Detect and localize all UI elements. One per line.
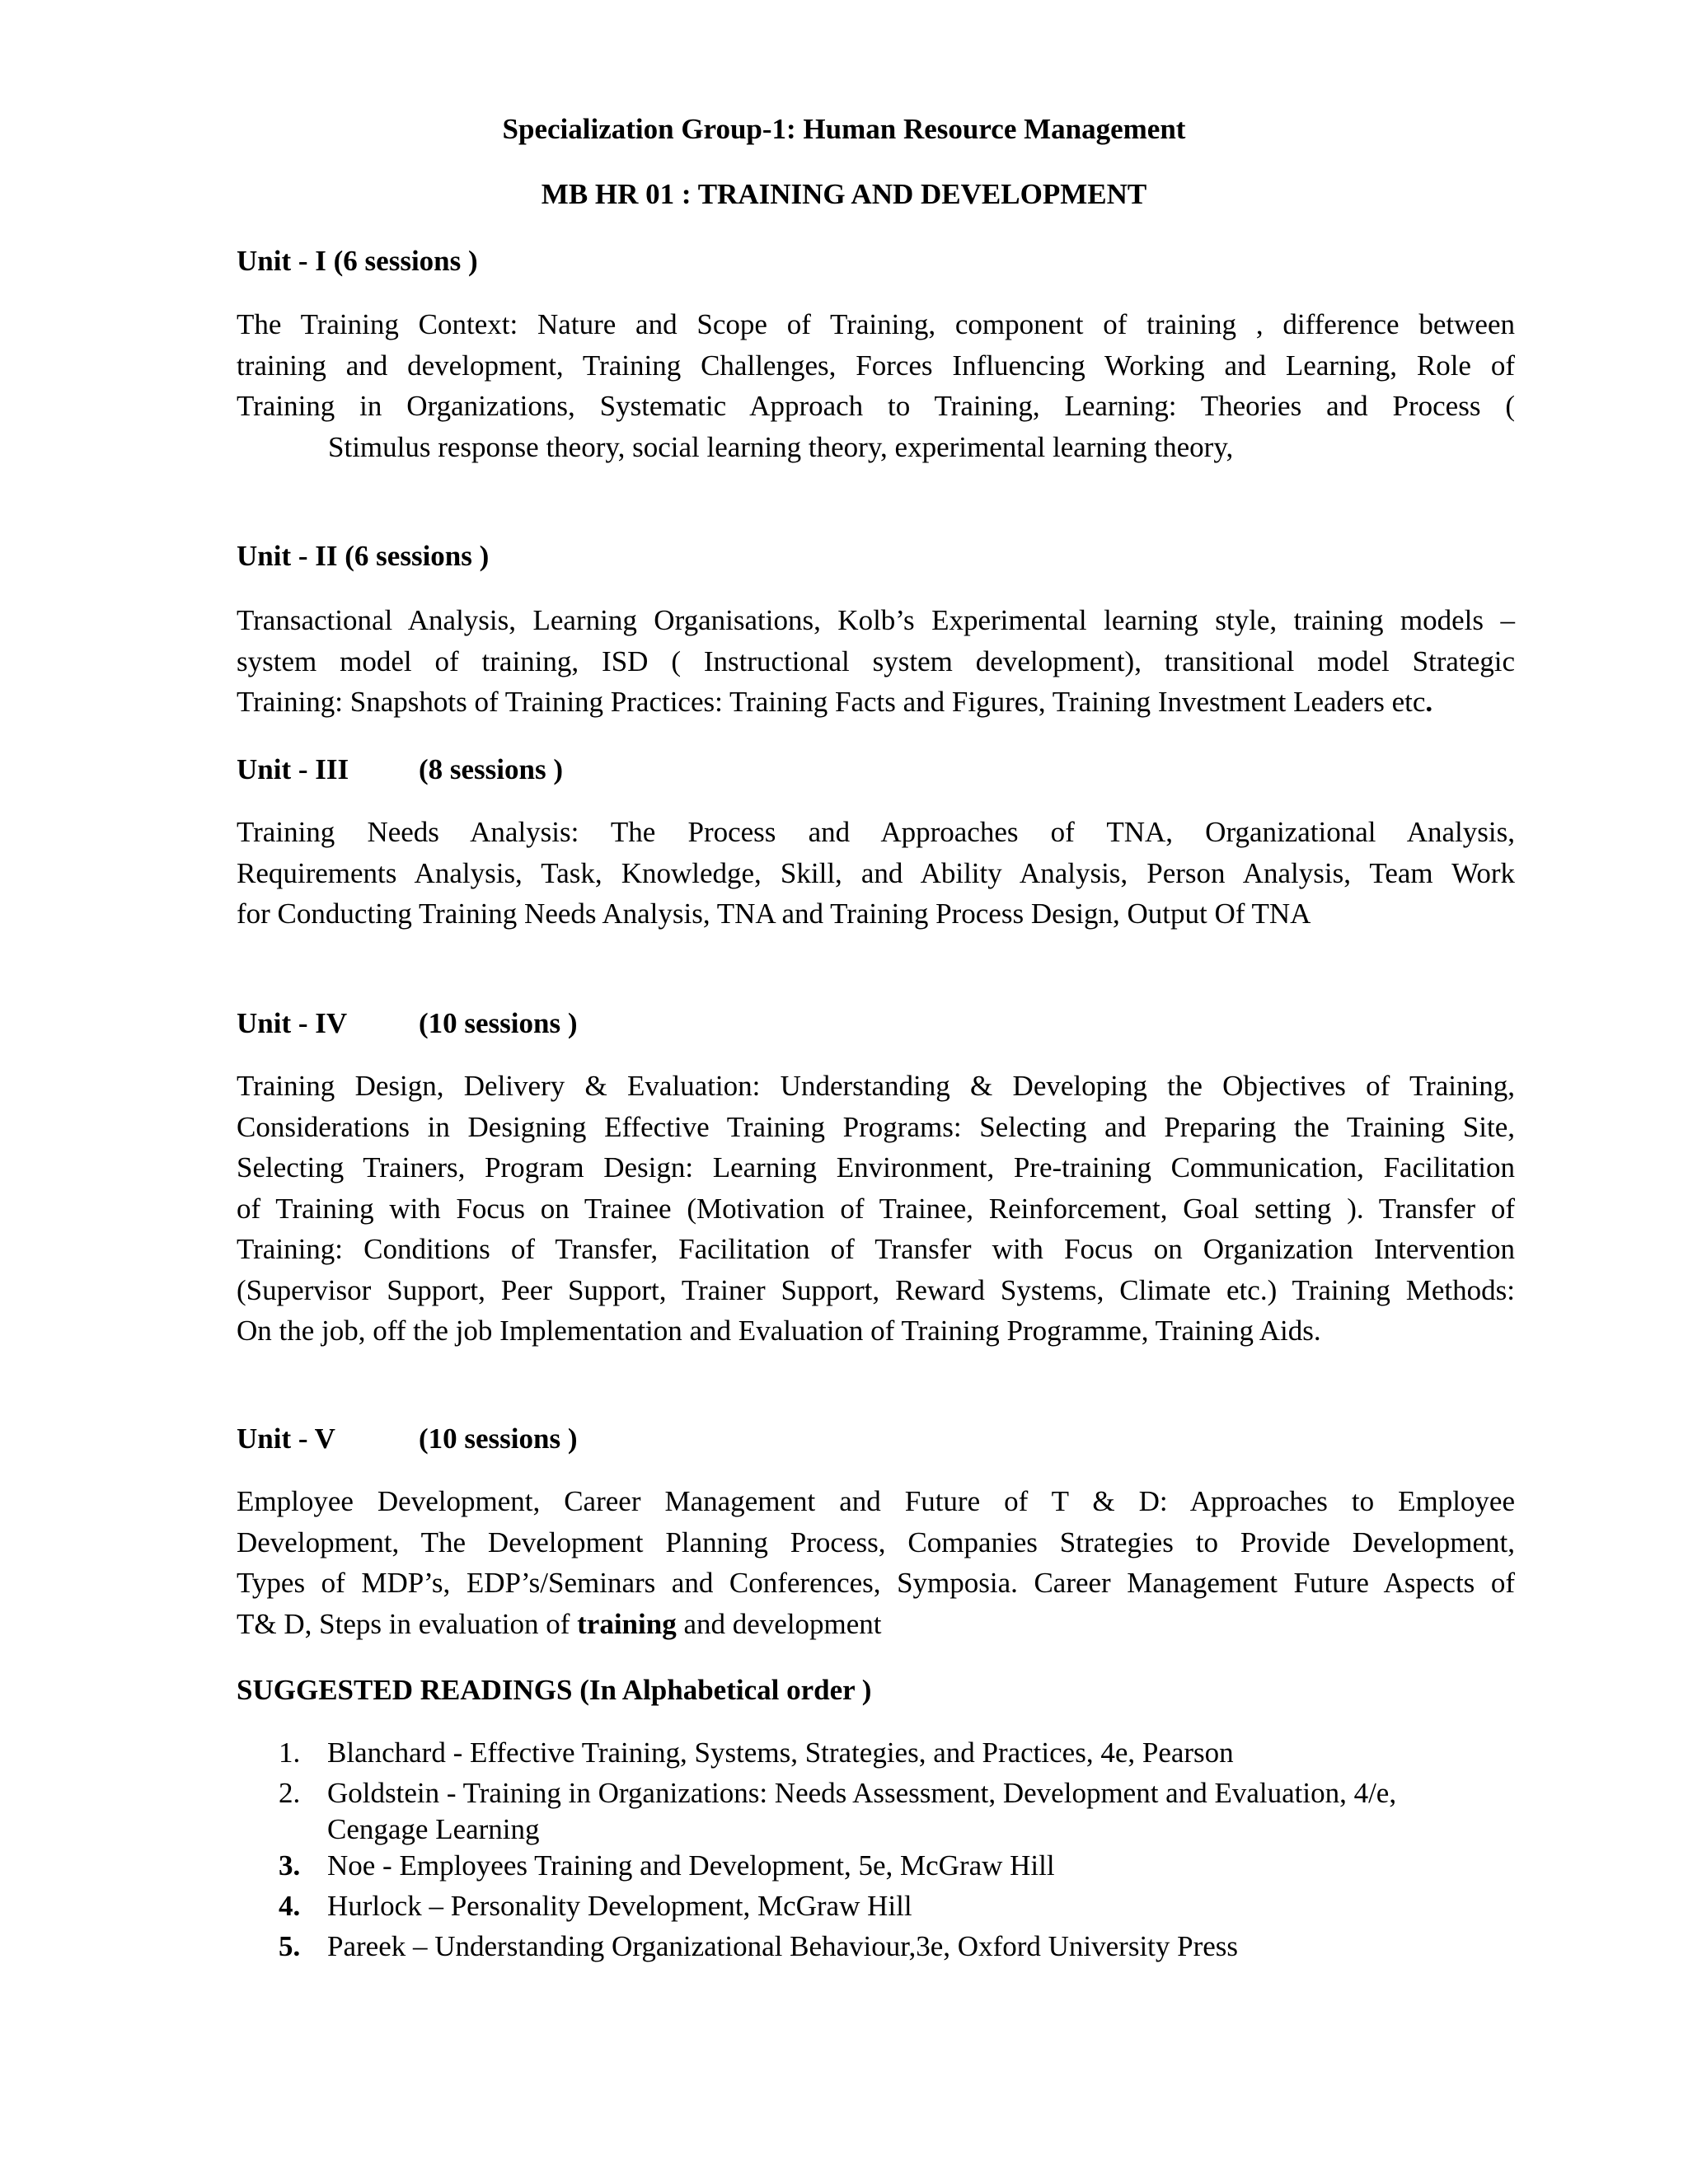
unit-1-line: Stimulus response theory, social learning theory, experimental learning theory,: [328, 430, 1234, 463]
course-title: MB HR 01 : TRAINING AND DEVELOPMENT: [541, 178, 1147, 210]
unit-5-heading: [237, 1422, 1515, 1455]
unit-4-label: Unit - IV: [237, 1007, 348, 1039]
reading-item: [279, 1735, 1531, 1771]
unit-4-line: of Training with Focus on Trainee (Motivation of Trainee, Reinforcement, Goal setting ). Transfer of: [237, 1192, 1515, 1225]
unit-1-line: The Training Context: Nature and Scope of Training, component of training , difference between: [237, 308, 1515, 340]
group-title: Specialization Group-1: Human Resource Management: [502, 113, 1186, 145]
unit-2-line-last: [237, 682, 1515, 723]
unit-5-line: Types of MDP’s, EDP’s/Seminars and Conferences, Symposia. Career Management Future Aspects of: [237, 1567, 1515, 1599]
reading-item: [279, 1848, 1531, 1884]
unit-1-line: Training in Organizations, Systematic Approach to Training, Learning: Theories and Process (: [237, 390, 1515, 422]
unit-5-line-text: T& D, Steps in evaluation of: [237, 1607, 578, 1640]
reading-text: Pareek – Understanding Organizational Behaviour,3e, Oxford University Press: [327, 1930, 1239, 1962]
reading-text: Blanchard - Effective Training, Systems, Strategies, and Practices, 4e, Pearson: [327, 1736, 1234, 1769]
unit-4-sessions: (10 sessions ): [419, 1007, 578, 1039]
reading-number: 4.: [279, 1890, 301, 1922]
unit-4-line: On the job, off the job Implementation and Evaluation of Training Programme, Training Aids.: [237, 1315, 1321, 1347]
unit-4-line: Considerations in Designing Effective Training Programs: Selecting and Preparing the Training Site,: [237, 1110, 1515, 1143]
reading-text: Noe - Employees Training and Development, 5e, McGraw Hill: [327, 1849, 1055, 1882]
unit-1-line: training and development, Training Challenges, Forces Influencing Working and Learning, Role of: [237, 349, 1515, 382]
unit-5-bold-word: training: [577, 1607, 677, 1640]
reading-text-continued: Cengage Learning: [327, 1813, 540, 1845]
unit-5-line: Development, The Development Planning Process, Companies Strategies to Provide Development,: [237, 1526, 1515, 1558]
unit-5-content: [237, 1481, 1515, 1644]
reading-item: [279, 1888, 1531, 1924]
unit-2-line: Transactional Analysis, Learning Organisations, Kolb’s Experimental learning style, training models –: [237, 604, 1515, 636]
unit-2-trailing-period: .: [1425, 686, 1433, 718]
unit-1-content: [237, 304, 1515, 467]
unit-2-line: system model of training, ISD ( Instructional system development), transitional model Strategic: [237, 644, 1515, 677]
unit-2-content: [237, 600, 1515, 723]
readings-heading: SUGGESTED READINGS (In Alphabetical order ): [237, 1674, 872, 1706]
reading-item: [279, 1775, 1531, 1848]
unit-5-label: Unit - V: [237, 1422, 335, 1455]
unit-1-heading: Unit - I (6 sessions ): [237, 245, 478, 277]
reading-number: 2.: [279, 1777, 301, 1809]
unit-2-line: Training: Snapshots of Training Practices: Training Facts and Figures, Training Investment Leaders etc: [237, 686, 1426, 718]
unit-5-sessions: (10 sessions ): [419, 1422, 578, 1455]
unit-4-line: Training Design, Delivery & Evaluation: Understanding & Developing the Objectives of Training,: [237, 1070, 1515, 1102]
unit-4-line: Selecting Trainers, Program Design: Learning Environment, Pre-training Communication, Facilitation: [237, 1151, 1515, 1183]
reading-text: Goldstein - Training in Organizations: Needs Assessment, Development and Evaluation, 4/e,: [327, 1777, 1397, 1809]
readings-list: [279, 1735, 1531, 1965]
unit-3-sessions: (8 sessions ): [419, 753, 564, 785]
unit-3-line: Training Needs Analysis: The Process and Approaches of TNA, Organizational Analysis,: [237, 816, 1515, 848]
unit-4-content: [237, 1066, 1515, 1352]
reading-number: 1.: [279, 1736, 301, 1769]
reading-number: 3.: [279, 1849, 301, 1882]
unit-4-line: Training: Conditions of Transfer, Facilitation of Transfer with Focus on Organization Intervention: [237, 1233, 1515, 1265]
unit-5-line-text: and development: [676, 1607, 882, 1640]
reading-number: 5.: [279, 1930, 301, 1962]
unit-3-content: [237, 812, 1515, 935]
unit-3-line: for Conducting Training Needs Analysis, TNA and Training Process Design, Output Of TNA: [237, 898, 1311, 930]
reading-item: [279, 1929, 1531, 1965]
unit-3-label: Unit - III: [237, 753, 349, 785]
reading-text: Hurlock – Personality Development, McGraw Hill: [327, 1890, 912, 1922]
unit-3-heading: [237, 753, 1515, 786]
unit-5-line: Employee Development, Career Management and Future of T & D: Approaches to Employee: [237, 1485, 1515, 1517]
unit-3-line: Requirements Analysis, Task, Knowledge, Skill, and Ability Analysis, Person Analysis, Team Work: [237, 856, 1515, 889]
unit-4-line: (Supervisor Support, Peer Support, Trainer Support, Reward Systems, Climate etc.) Training Methods:: [237, 1273, 1515, 1306]
unit-5-line-last: [237, 1604, 1515, 1645]
unit-2-heading: Unit - II (6 sessions ): [237, 540, 490, 572]
unit-4-heading: [237, 1007, 1515, 1040]
